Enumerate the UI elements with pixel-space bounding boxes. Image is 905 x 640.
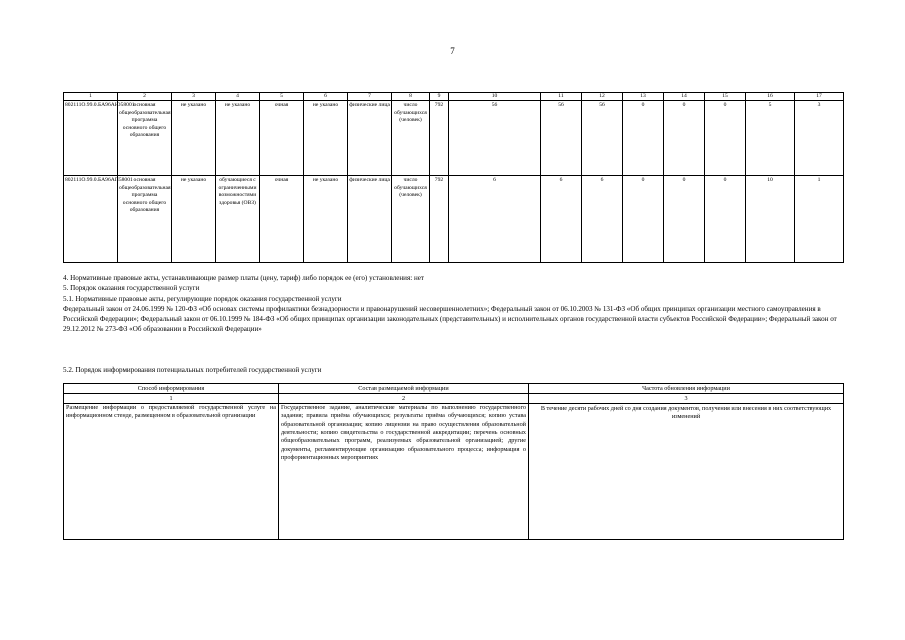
table-row — [64, 176, 844, 263]
column-header-7: 7 — [348, 93, 392, 101]
table-cell-col-17: 3 — [795, 101, 844, 176]
table-cell-col-2: основная общеобразовательная программа основного общего образования — [118, 101, 172, 176]
column-header-11: 11 — [541, 93, 582, 101]
paragraph-5-2: 5.2. Порядок информирования потенциальных потребителей государственной услуги — [63, 366, 322, 374]
paragraph-4: 4. Нормативные правовые акты, устанавливающие размер платы (цену, тариф) либо порядок ее (его) установления: нет — [63, 274, 425, 282]
info-method-cell: Размещение информации о предоставляемой государственной услуге на информационном стенде, размещенном в образовательной организации — [64, 404, 279, 540]
table-cell-col-10: 56 — [449, 101, 541, 176]
page-number: 7 — [450, 46, 455, 56]
table-cell-col-16: 5 — [746, 101, 795, 176]
column-header-16: 16 — [746, 93, 795, 101]
table-cell-col-14: 0 — [664, 101, 705, 176]
column-header-2: 2 — [118, 93, 172, 101]
table-cell-col-1: 802111О.99.0.БА96АЮ58001 — [64, 101, 118, 176]
paragraph-5-1: 5.1. Нормативные правовые акты, регулирующие порядок оказания государственной услуги — [63, 294, 342, 303]
table-cell-col-1: 802111О.99.0.БА96АП58001 — [64, 176, 118, 263]
table-cell-col-8: число обучающихся (человек) — [392, 176, 430, 263]
column-header-10: 10 — [449, 93, 541, 101]
table-cell-col-4: не указано — [216, 101, 260, 176]
table-cell-col-13: 0 — [623, 101, 664, 176]
info-number-1: 1 — [64, 394, 279, 404]
table-cell-col-12: 56 — [582, 101, 623, 176]
table-cell-col-15: 0 — [705, 101, 746, 176]
info-header-frequency: Частота обновления информации — [529, 384, 844, 394]
table-cell-col-3: не указано — [172, 176, 216, 263]
table-cell-col-6: не указано — [304, 101, 348, 176]
info-number-2: 2 — [279, 394, 529, 404]
table-cell-col-3: не указано — [172, 101, 216, 176]
paragraph-5: 5. Порядок оказания государственной услуги — [63, 284, 200, 293]
column-header-12: 12 — [582, 93, 623, 101]
table-cell-col-17: 1 — [795, 176, 844, 263]
column-header-3: 3 — [172, 93, 216, 101]
column-header-13: 13 — [623, 93, 664, 101]
column-header-15: 15 — [705, 93, 746, 101]
table-cell-col-16: 10 — [746, 176, 795, 263]
table-cell-col-9: 792 — [430, 176, 449, 263]
table-cell-col-5: очная — [260, 101, 304, 176]
table-cell-col-7: физические лица — [348, 101, 392, 176]
table-cell-col-15: 0 — [705, 176, 746, 263]
table-cell-col-2: основная общеобразовательная программа основного общего образования — [118, 176, 172, 263]
column-header-1: 1 — [64, 93, 118, 101]
column-header-14: 14 — [664, 93, 705, 101]
table-header-row — [64, 93, 844, 101]
column-header-17: 17 — [795, 93, 844, 101]
info-header-method: Способ информирования — [64, 384, 279, 394]
info-header-content: Состав размещаемой информации — [279, 384, 529, 394]
info-number-row — [64, 394, 844, 404]
table-cell-col-4: обучающиеся с ограниченными возможностями здоровья (ОВЗ) — [216, 176, 260, 263]
info-frequency-cell: В течение десяти рабочих дней со дня создания документов, получения или внесения в них соответствующих изменений — [529, 404, 844, 540]
table-cell-col-6: не указано — [304, 176, 348, 263]
law-text: Федеральный закон от 24.06.1999 № 120-ФЗ «Об основах системы профилактики безнадзорности и правонарушений несовершеннолетних»; Федеральный закон от 06.10.2003 № 131-ФЗ «Об общих принципах организации местного самоуправления в Российской Федерации»; Федеральный закон от 06.10.1999 № 184-ФЗ «Об общих принципах организации законодательных (представительных) и исполнительных органов государственной власти субъектов Российской Федерации»; Федеральный закон от 29.12.2012 № 273-ФЗ «Об образовании в Российской Федерации» — [63, 304, 837, 334]
info-content-row — [64, 404, 844, 540]
table-cell-col-12: 6 — [582, 176, 623, 263]
table-cell-col-10: 6 — [449, 176, 541, 263]
column-header-9: 9 — [430, 93, 449, 101]
column-header-8: 8 — [392, 93, 430, 101]
table-cell-col-7: физические лица — [348, 176, 392, 263]
table-row — [64, 101, 844, 176]
table-cell-col-11: 56 — [541, 101, 582, 176]
text-block — [63, 273, 843, 335]
table-cell-col-13: 0 — [623, 176, 664, 263]
table-cell-col-11: 6 — [541, 176, 582, 263]
info-header-row — [64, 384, 844, 394]
info-content-cell: Государственное задание, аналитические материалы по выполнению государственного задания; правила приёма обучающихся; результаты приёма обучающихся; копию устава образовательной организации; копию лицензии на право осуществления образовательной деятельности; копию свидетельства о государственной аккредитации; перечень основных общеобразовательных программ, реализуемых образовательной организацией; другие документы, регламентирующие организацию образовательного процесса; информация о профориентационных мероприятиях — [279, 404, 529, 540]
info-number-3: 3 — [529, 394, 844, 404]
table-cell-col-9: 792 — [430, 101, 449, 176]
service-volume-table — [63, 92, 844, 263]
column-header-5: 5 — [260, 93, 304, 101]
column-header-6: 6 — [304, 93, 348, 101]
table-cell-col-5: очная — [260, 176, 304, 263]
column-header-4: 4 — [216, 93, 260, 101]
info-table — [63, 383, 844, 540]
table-cell-col-8: число обучающихся (человек) — [392, 101, 430, 176]
table-cell-col-14: 0 — [664, 176, 705, 263]
